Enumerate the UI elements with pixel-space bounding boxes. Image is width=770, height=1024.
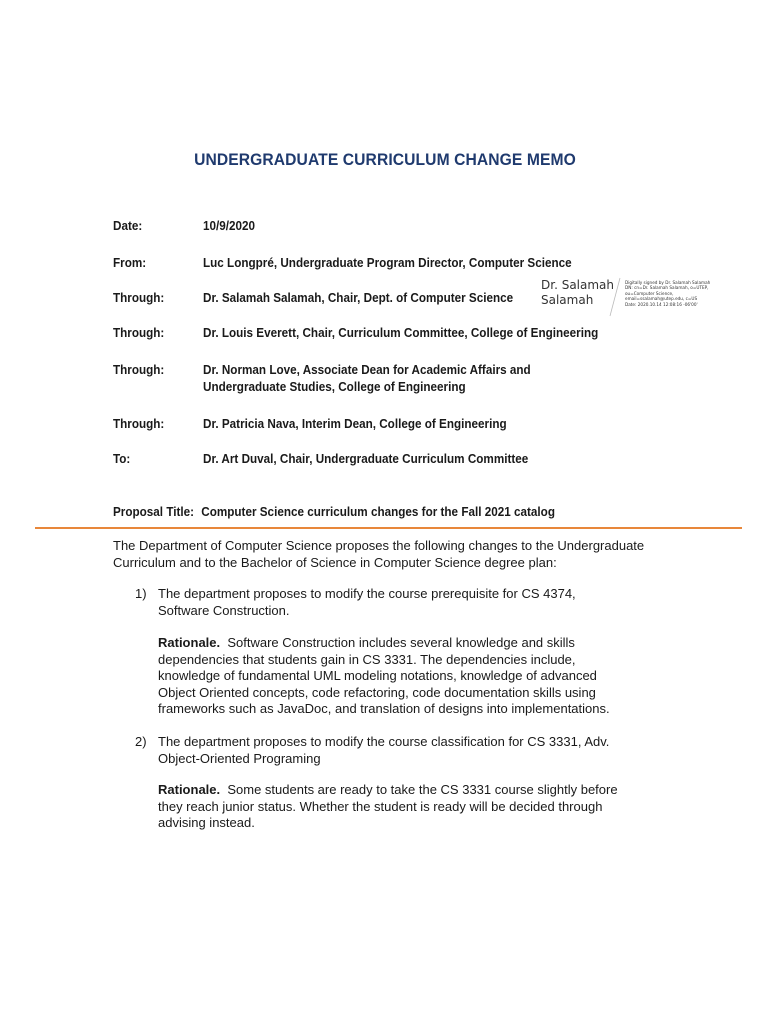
rationale-line	[158, 782, 618, 799]
item-rationale	[158, 782, 618, 832]
item-line: Software Construction.	[158, 602, 290, 618]
through-value-line: Undergraduate Studies, College of Engineering	[203, 379, 466, 394]
item-line: Object-Oriented Programing	[158, 750, 321, 766]
through-value-line: Dr. Norman Love, Associate Dean for Academic Affairs and	[203, 362, 531, 377]
signature-name-line: Dr. Salamah	[541, 278, 615, 292]
signature-detail-line: email=ssalamah@utep.edu, c=US	[625, 296, 698, 302]
item-description	[158, 586, 576, 619]
signature-name	[541, 278, 614, 308]
through-label: Through:	[113, 362, 165, 377]
rationale-label: Rationale.	[158, 782, 221, 797]
signature-name-line: Salamah	[541, 293, 594, 307]
intro-line: The Department of Computer Science proposes the following changes to the Undergraduate	[113, 538, 645, 553]
item-description	[158, 734, 609, 767]
from-label: From:	[113, 255, 147, 270]
signature-detail-line: DN: cn=Dr. Salamah Salamah, o=UTEP,	[625, 285, 709, 291]
item-line: The department proposes to modify the course classification for CS 3331, Adv.	[158, 734, 610, 749]
item-number: 2)	[135, 734, 147, 749]
proposal-title	[113, 503, 555, 520]
memo-title: UNDERGRADUATE CURRICULUM CHANGE MEMO	[194, 150, 576, 169]
item-rationale	[158, 635, 610, 718]
item-number: 1)	[135, 586, 147, 601]
from-value: Luc Longpré, Undergraduate Program Director, Computer Science	[203, 255, 572, 270]
through-label: Through:	[113, 416, 165, 431]
intro-line: Curriculum and to the Bachelor of Science in Computer Science degree plan:	[113, 554, 557, 570]
intro-paragraph	[113, 538, 644, 571]
digital-signature	[541, 278, 721, 318]
through-value: Dr. Louis Everett, Chair, Curriculum Committee, College of Engineering	[203, 325, 599, 340]
rationale-line: advising instead.	[158, 815, 255, 830]
rationale-line	[158, 635, 610, 652]
signature-detail-line: Date: 2020.10.14 12:08:16 -06'00'	[625, 301, 698, 307]
rationale-line: frameworks such as JavaDoc, and translation of designs into implementations.	[158, 701, 610, 716]
to-value: Dr. Art Duval, Chair, Undergraduate Curriculum Committee	[203, 451, 529, 466]
rationale-line: knowledge of fundamental UML modeling notations, knowledge of advanced	[158, 668, 597, 683]
signature-slash-icon	[607, 276, 623, 318]
rationale-line: dependencies that students gain in CS 3331. The dependencies include,	[158, 651, 576, 667]
proposal-label: Proposal Title:	[113, 504, 195, 519]
through-value: Dr. Patricia Nava, Interim Dean, College of Engineering	[203, 416, 507, 431]
rationale-label: Rationale.	[158, 635, 221, 650]
proposal-value: Computer Science curriculum changes for the Fall 2021 catalog	[201, 504, 555, 519]
through-value: Dr. Salamah Salamah, Chair, Dept. of Computer Science	[203, 290, 514, 305]
signature-detail-line: Digitally signed by Dr. Salamah Salamah	[625, 280, 711, 285]
date-label: Date:	[113, 218, 143, 233]
section-divider	[35, 527, 742, 529]
rationale-line: Object Oriented concepts, code refactoring, code documentation skills using	[158, 684, 596, 700]
through-label: Through:	[113, 290, 165, 305]
signature-detail-line: ou=Computer Science,	[625, 290, 674, 296]
date-value: 10/9/2020	[203, 218, 256, 233]
rationale-text: Some students are ready to take the CS 3331 course slightly before	[227, 782, 618, 797]
item-line: The department proposes to modify the course prerequisite for CS 4374,	[158, 586, 576, 601]
rationale-text: Software Construction includes several knowledge and skills	[227, 635, 575, 650]
to-label: To:	[113, 451, 131, 466]
through-value	[203, 361, 531, 395]
rationale-line: they reach junior status. Whether the student is ready will be decided through	[158, 798, 603, 814]
signature-details	[625, 280, 710, 307]
through-label: Through:	[113, 325, 165, 340]
